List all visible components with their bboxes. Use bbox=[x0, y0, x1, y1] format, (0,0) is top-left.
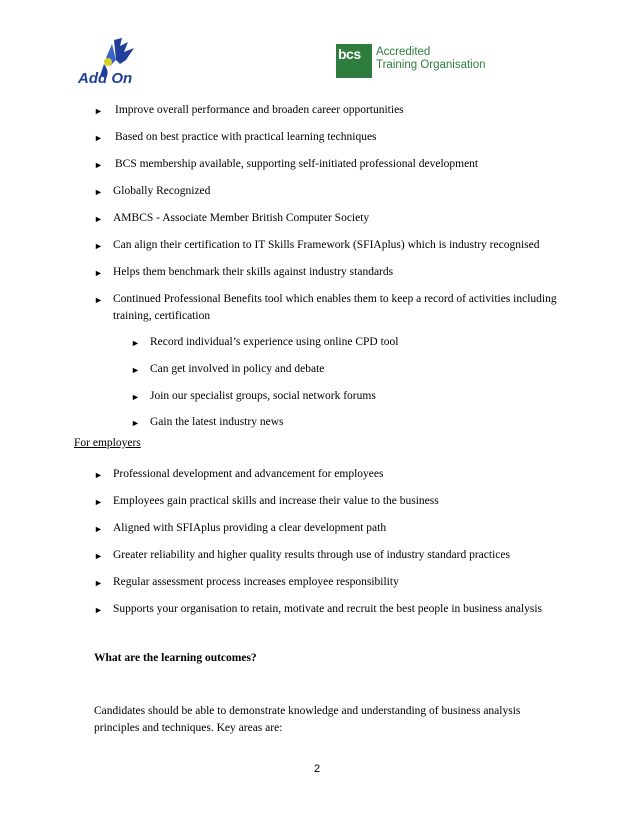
add-on-wordmark: Add On bbox=[78, 70, 133, 87]
list-item: Greater reliability and higher quality results through use of industry standard practices bbox=[113, 549, 510, 561]
list-item: Can get involved in policy and debate bbox=[150, 363, 325, 375]
bullet-icon: ► bbox=[94, 187, 103, 197]
outcomes-paragraph: Candidates should be able to demonstrate knowledge and understanding of business analysis principles and techniques. Key areas are: bbox=[94, 705, 521, 734]
bullet-icon: ► bbox=[94, 524, 103, 534]
bullet-icon: ► bbox=[94, 470, 103, 480]
list-item: AMBCS - Associate Member British Computer Society bbox=[113, 212, 370, 224]
bullet-icon: ► bbox=[131, 365, 140, 375]
bcs-letters: bcs bbox=[338, 46, 361, 62]
list-item: Join our specialist groups, social network forums bbox=[150, 390, 376, 402]
bullet-icon: ► bbox=[94, 605, 103, 615]
list-item: Aligned with SFIAplus providing a clear development path bbox=[113, 522, 387, 534]
list-item: Helps them benchmark their skills against industry standards bbox=[113, 266, 394, 278]
bcs-line-1: Accredited bbox=[376, 46, 431, 58]
list-item: Supports your organisation to retain, motivate and recruit the best people in business analysis bbox=[113, 603, 543, 615]
list-item: Employees gain practical skills and increase their value to the business bbox=[113, 495, 439, 507]
list-item: Gain the latest industry news bbox=[150, 416, 284, 428]
list-item: Regular assessment process increases employee responsibility bbox=[113, 576, 399, 588]
bullet-icon: ► bbox=[94, 295, 103, 305]
bullet-icon: ► bbox=[94, 133, 103, 143]
bcs-badge bbox=[336, 44, 372, 78]
list-item: BCS membership available, supporting self-initiated professional development bbox=[115, 158, 479, 170]
bcs-logo bbox=[336, 44, 486, 84]
list-item: Can align their certification to IT Skills Framework (SFIAplus) which is industry recognised bbox=[113, 239, 540, 251]
page-number: 2 bbox=[314, 763, 321, 775]
list-item: Globally Recognized bbox=[113, 185, 211, 197]
add-on-logo bbox=[76, 36, 148, 94]
bcs-tagline bbox=[376, 46, 486, 72]
bullet-icon: ► bbox=[94, 578, 103, 588]
list-item: Improve overall performance and broaden career opportunities bbox=[115, 104, 404, 116]
bullet-icon: ► bbox=[94, 160, 103, 170]
outcomes-heading: What are the learning outcomes? bbox=[94, 652, 257, 664]
bullet-icon: ► bbox=[94, 241, 103, 251]
list-item: Professional development and advancement for employees bbox=[113, 468, 384, 480]
list-item: Based on best practice with practical learning techniques bbox=[115, 131, 377, 143]
list-item: Record individual’s experience using online CPD tool bbox=[150, 336, 399, 348]
list-item: Continued Professional Benefits tool which enables them to keep a record of activities including training, certification bbox=[113, 293, 557, 322]
bullet-icon: ► bbox=[94, 214, 103, 224]
bullet-icon: ► bbox=[131, 418, 140, 428]
bullet-icon: ► bbox=[131, 392, 140, 402]
employers-heading: For employers bbox=[74, 437, 141, 449]
bullet-icon: ► bbox=[131, 338, 140, 348]
bullet-icon: ► bbox=[94, 106, 103, 116]
bullet-icon: ► bbox=[94, 497, 103, 507]
bcs-line-2: Training Organisation bbox=[376, 59, 486, 71]
bullet-icon: ► bbox=[94, 268, 103, 278]
bullet-icon: ► bbox=[94, 551, 103, 561]
